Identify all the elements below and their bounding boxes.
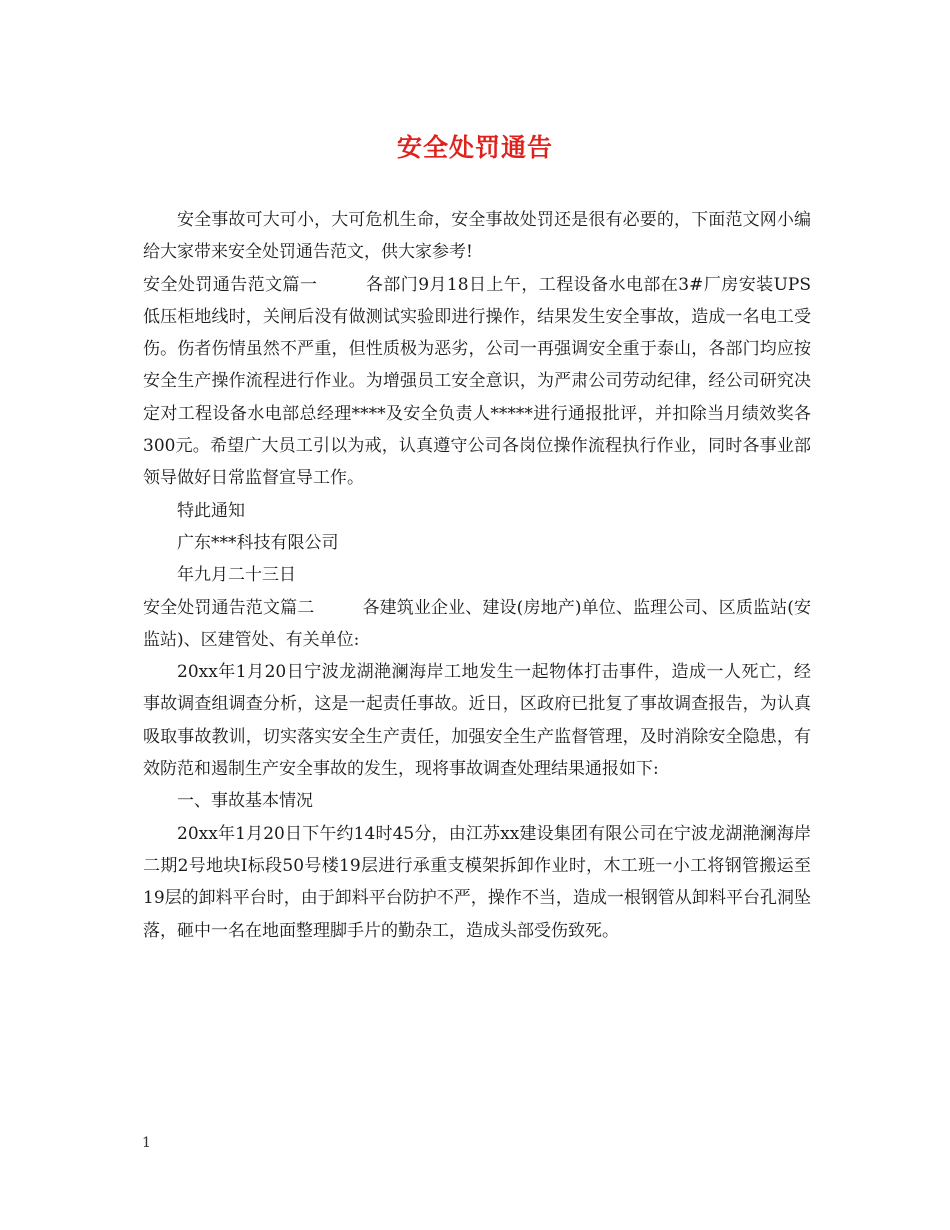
sample2-para1: 20xx年1月20日宁波龙湖滟澜海岸工地发生一起物体打击事件，造成一人死亡，经事故调查组调查分析，这是一起责任事故。近日，区政府已批复了事故调查报告，为认真吸取事故教训，切实落实安全生产责任，加强安全生产监督管理，及时消除安全隐患，有效防范和遏制生产安全事故的发生，现将事故调查处理结果通报如下: (143, 662, 811, 780)
page-number: 1 (142, 1135, 151, 1151)
document-body (143, 204, 811, 947)
sample2-recipients: 各建筑业企业、建设(房地产)单位、监理公司、区质监站(安监站)、区建管处、有关单位: (143, 597, 811, 650)
sample1-heading: 安全处罚通告范文篇一 (143, 274, 318, 295)
section-heading: 一、事故基本情况 (177, 791, 313, 812)
sample1-body: 各部门9月18日上午，工程设备水电部在3#厂房安装UPS低压柜地线时，关闸后没有做测试实验即进行操作，结果发生安全事故，造成一名电工受伤。伤者伤情虽然不严重，但性质极为恶劣，公司一再强调安全重于泰山，各部门均应按安全生产操作流程进行作业。为增强员工安全意识，为严肃公司劳动纪律，经公司研究决定对工程设备水电部总经理****及安全负责人*****进行通报批评，并扣除当月绩效奖各300元。希望广大员工引以为戒，认真遵守公司各岗位操作流程执行作业，同时各事业部领导做好日常监督宣导工作。 (143, 274, 811, 489)
sample2-para2: 20xx年1月20日下午约14时45分，由江苏xx建设集团有限公司在宁波龙湖滟澜海岸二期2号地块I标段50号楼19层进行承重支模架拆卸作业时，木工班一小工将钢管搬运至19层的卸料平台时，由于卸料平台防护不严，操作不当，造成一根钢管从卸料平台孔洞坠落，砸中一名在地面整理脚手片的勤杂工，造成头部受伤致死。 (143, 823, 811, 941)
document-title: 安全处罚通告 (396, 133, 553, 162)
sample2-heading: 安全处罚通告范文篇二 (143, 597, 315, 618)
sample2-paragraph (143, 592, 811, 657)
company-line: 广东***科技有限公司 (177, 532, 339, 553)
intro-paragraph: 安全事故可大可小，大可危机生命，安全事故处罚还是很有必要的，下面范文网小编给大家带来安全处罚通告范文，供大家参考! (143, 210, 811, 263)
notice-line: 特此通知 (177, 500, 245, 521)
date-line: 年九月二十三日 (177, 565, 296, 586)
sample1-paragraph (143, 269, 811, 495)
